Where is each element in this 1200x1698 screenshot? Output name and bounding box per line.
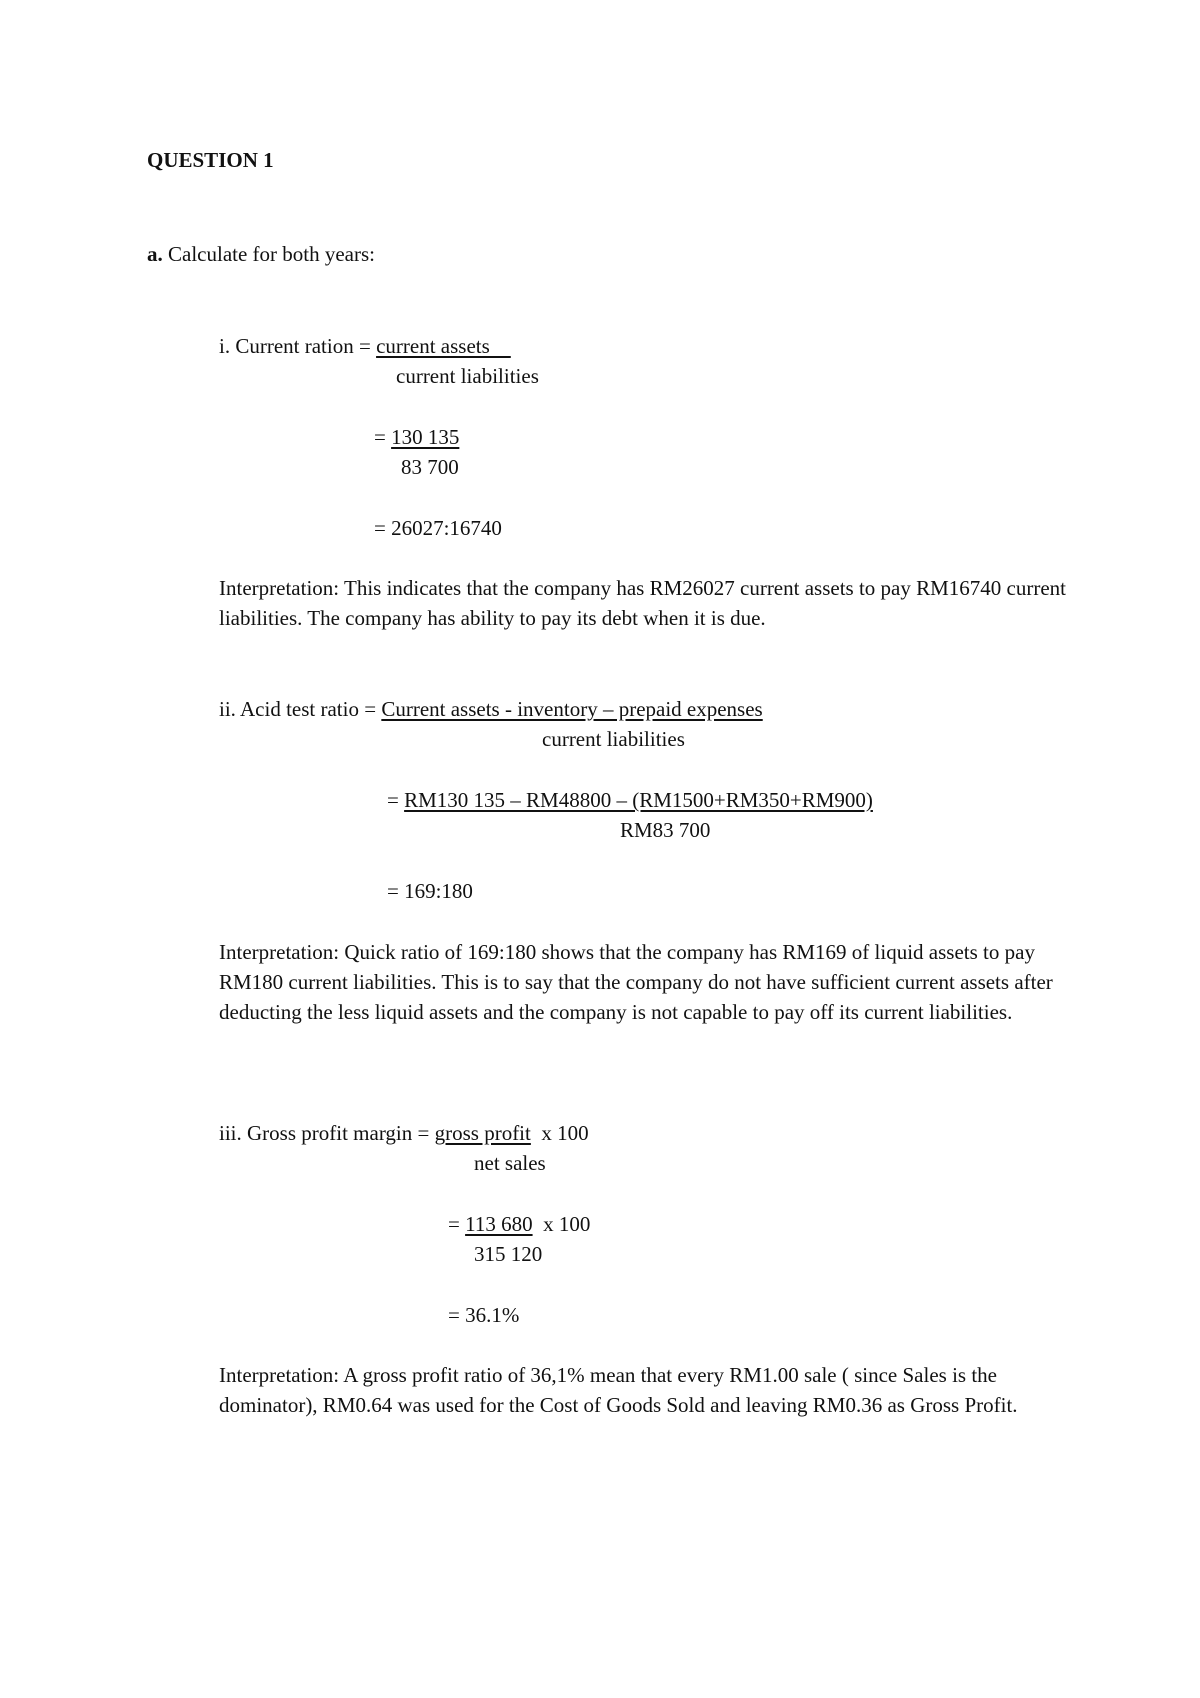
gross-profit-multiplier: x 100	[530, 1121, 589, 1145]
gross-profit-numerator: gross profit	[434, 1121, 531, 1145]
gross-profit-interpretation: Interpretation: A gross profit ratio of 36,1% mean that every RM1.00 sale ( since Sales is the dominator), RM0.64 was used for the Cost of Goods Sold and leaving RM0.36 as Gross Profit.	[219, 1363, 1018, 1417]
gross-profit-step1-denominator: 315 120	[474, 1242, 543, 1266]
gross-profit-step1	[448, 1212, 590, 1236]
gross-profit-formula	[219, 1121, 589, 1145]
part-a-text: Calculate for both years:	[168, 242, 376, 266]
current-ratio-denominator: current liabilities	[396, 364, 539, 388]
current-ratio-step1-numerator: 130 135	[391, 425, 460, 449]
acid-test-step1-numerator: RM130 135 – RM48800 – (RM1500+RM350+RM900)	[404, 788, 873, 812]
current-ratio-numerator: current assets	[376, 334, 511, 358]
current-ratio-formula	[219, 334, 511, 358]
current-ratio-result: = 26027:16740	[374, 516, 502, 540]
current-ratio-label: i. Current ration =	[219, 334, 377, 358]
gross-profit-denominator: net sales	[474, 1151, 546, 1175]
gross-profit-result: = 36.1%	[448, 1303, 520, 1327]
question-heading: QUESTION 1	[147, 148, 274, 172]
current-ratio-step1	[374, 425, 459, 449]
acid-test-label: ii. Acid test ratio =	[219, 697, 382, 721]
acid-test-step1-denominator: RM83 700	[620, 818, 711, 842]
acid-test-interpretation: Interpretation: Quick ratio of 169:180 shows that the company has RM169 of liquid assets to pay RM180 current liabilities. This is to say that the company do not have sufficient current assets after deducting the less liquid assets and the company is not capable to pay off its current liabilities.	[219, 940, 1053, 1024]
acid-test-formula	[219, 697, 763, 721]
gross-profit-step1-numerator: 113 680	[465, 1212, 533, 1236]
current-ratio-step1-eq: =	[374, 425, 392, 449]
gross-profit-label: iii. Gross profit margin =	[219, 1121, 435, 1145]
current-ratio-step1-denominator: 83 700	[401, 455, 459, 479]
acid-test-denominator: current liabilities	[542, 727, 685, 751]
part-a-line	[147, 242, 375, 266]
acid-test-result: = 169:180	[387, 879, 473, 903]
acid-test-step1	[387, 788, 873, 812]
acid-test-numerator: Current assets - inventory – prepaid expenses	[381, 697, 763, 721]
part-a-label: a.	[147, 242, 163, 266]
gross-profit-step1-eq: =	[448, 1212, 466, 1236]
current-ratio-interpretation: Interpretation: This indicates that the company has RM26027 current assets to pay RM16740 current liabilities. The company has ability to pay its debt when it is due.	[219, 576, 1067, 630]
gross-profit-step1-multiplier: x 100	[532, 1212, 591, 1236]
acid-test-step1-eq: =	[387, 788, 405, 812]
